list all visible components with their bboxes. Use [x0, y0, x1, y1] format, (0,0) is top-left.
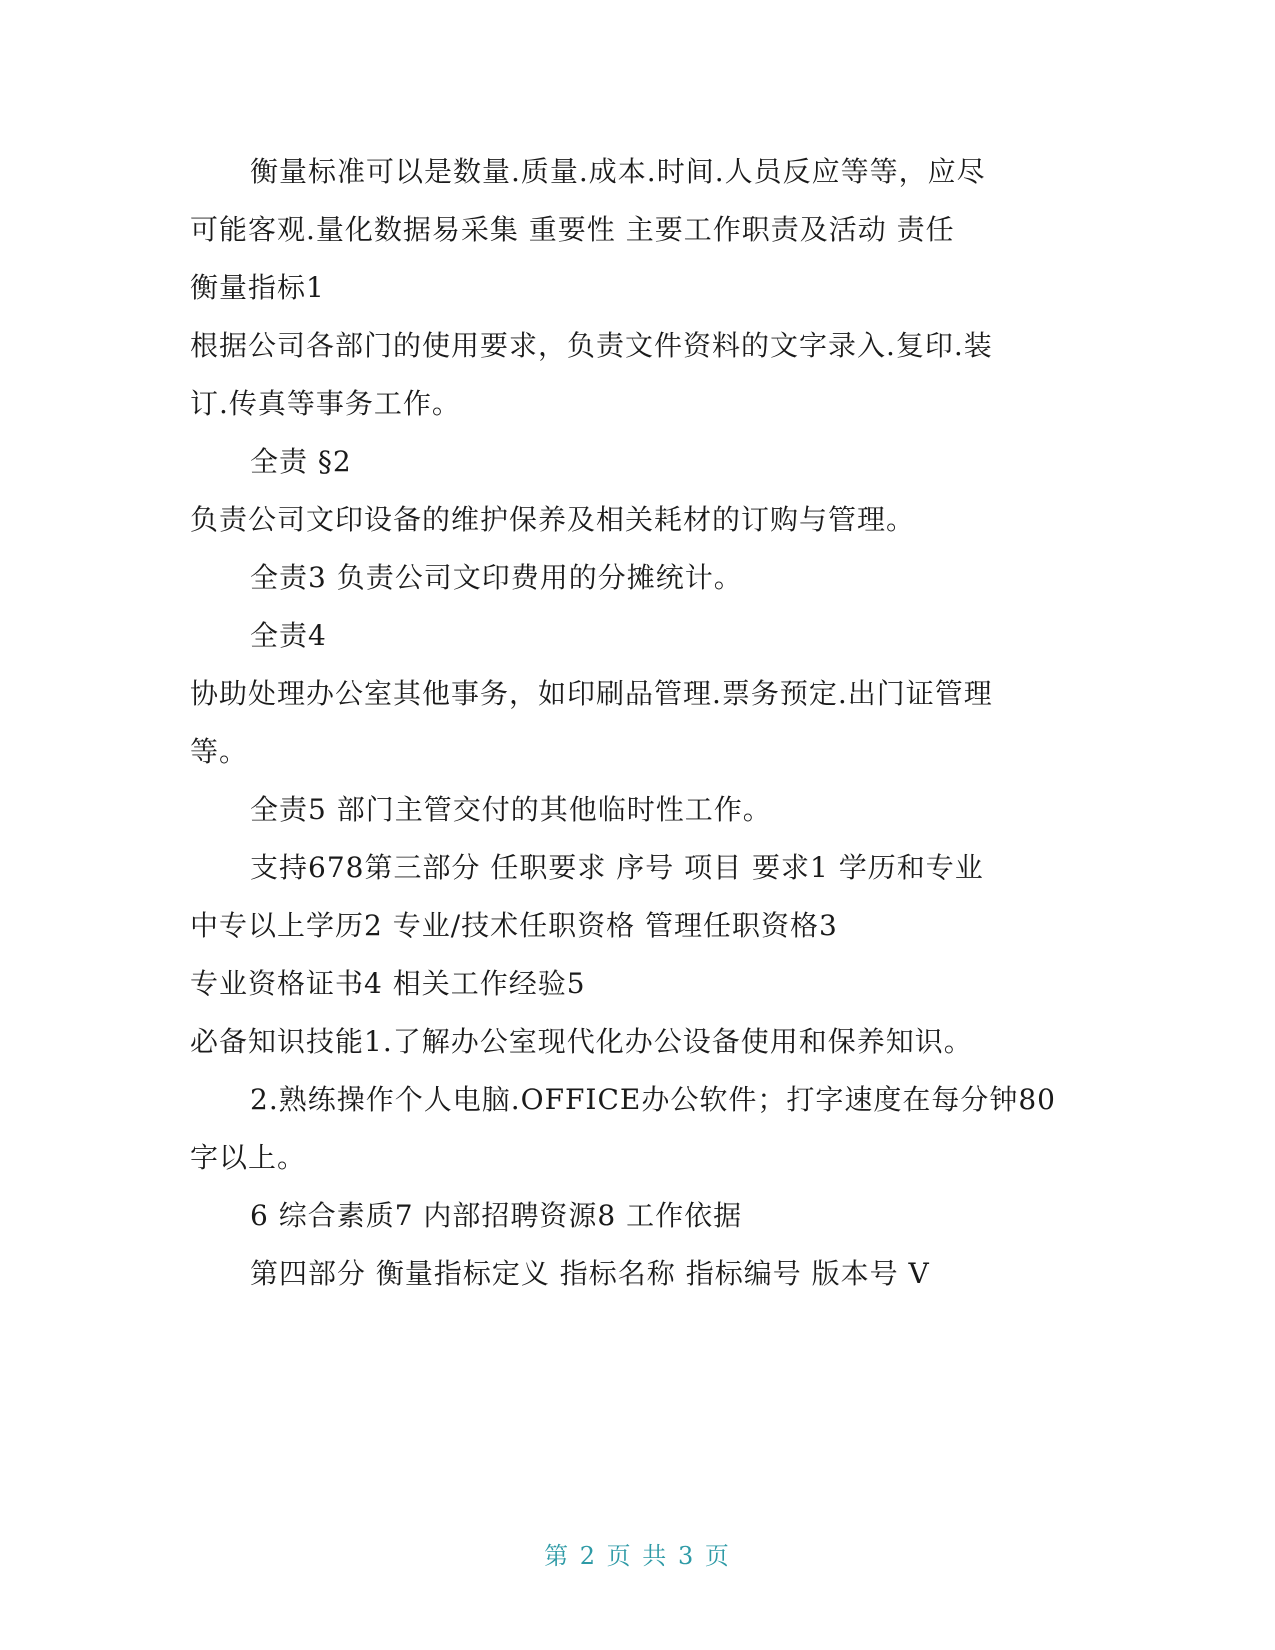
text-line: 协助处理办公室其他事务，如印刷品管理.票务预定.出门证管理 [190, 677, 993, 710]
text-line: 全责3 负责公司文印费用的分摊统计。 [250, 561, 743, 594]
text-line: 根据公司各部门的使用要求，负责文件资料的文字录入.复印.装 [190, 329, 993, 362]
text-line: 全责4 [250, 619, 327, 652]
text-line: 全责5 部门主管交付的其他临时性工作。 [250, 793, 772, 826]
text-line: 支持678第三部分 任职要求 序号 项目 要求1 学历和专业 [250, 851, 984, 884]
text-line: 订.传真等事务工作。 [190, 387, 461, 420]
text-line: 全责 §2 [250, 445, 352, 478]
text-line: 中专以上学历2 专业/技术任职资格 管理任职资格3 [190, 909, 838, 942]
text-line: 6 综合素质7 内部招聘资源8 工作依据 [250, 1199, 743, 1232]
text-line: 必备知识技能1.了解办公室现代化办公设备使用和保养知识。 [190, 1025, 973, 1058]
text-line: 等。 [190, 735, 249, 768]
text-line: 专业资格证书4 相关工作经验5 [190, 967, 586, 1000]
text-line: 衡量标准可以是数量.质量.成本.时间.人员反应等等，应尽 [250, 155, 986, 188]
text-line: 可能客观.量化数据易采集 重要性 主要工作职责及活动 责任 [190, 213, 955, 246]
text-line: 负责公司文印设备的维护保养及相关耗材的订购与管理。 [190, 503, 916, 536]
page-number-footer: 第 2 页 共 3 页 [544, 1542, 731, 1570]
text-line: 字以上。 [190, 1141, 307, 1174]
text-line: 2.熟练操作个人电脑.OFFICE办公软件；打字速度在每分钟80 [250, 1083, 1056, 1116]
text-line: 衡量指标1 [190, 271, 325, 304]
text-line: 第四部分 衡量指标定义 指标名称 指标编号 版本号 V [250, 1257, 930, 1290]
